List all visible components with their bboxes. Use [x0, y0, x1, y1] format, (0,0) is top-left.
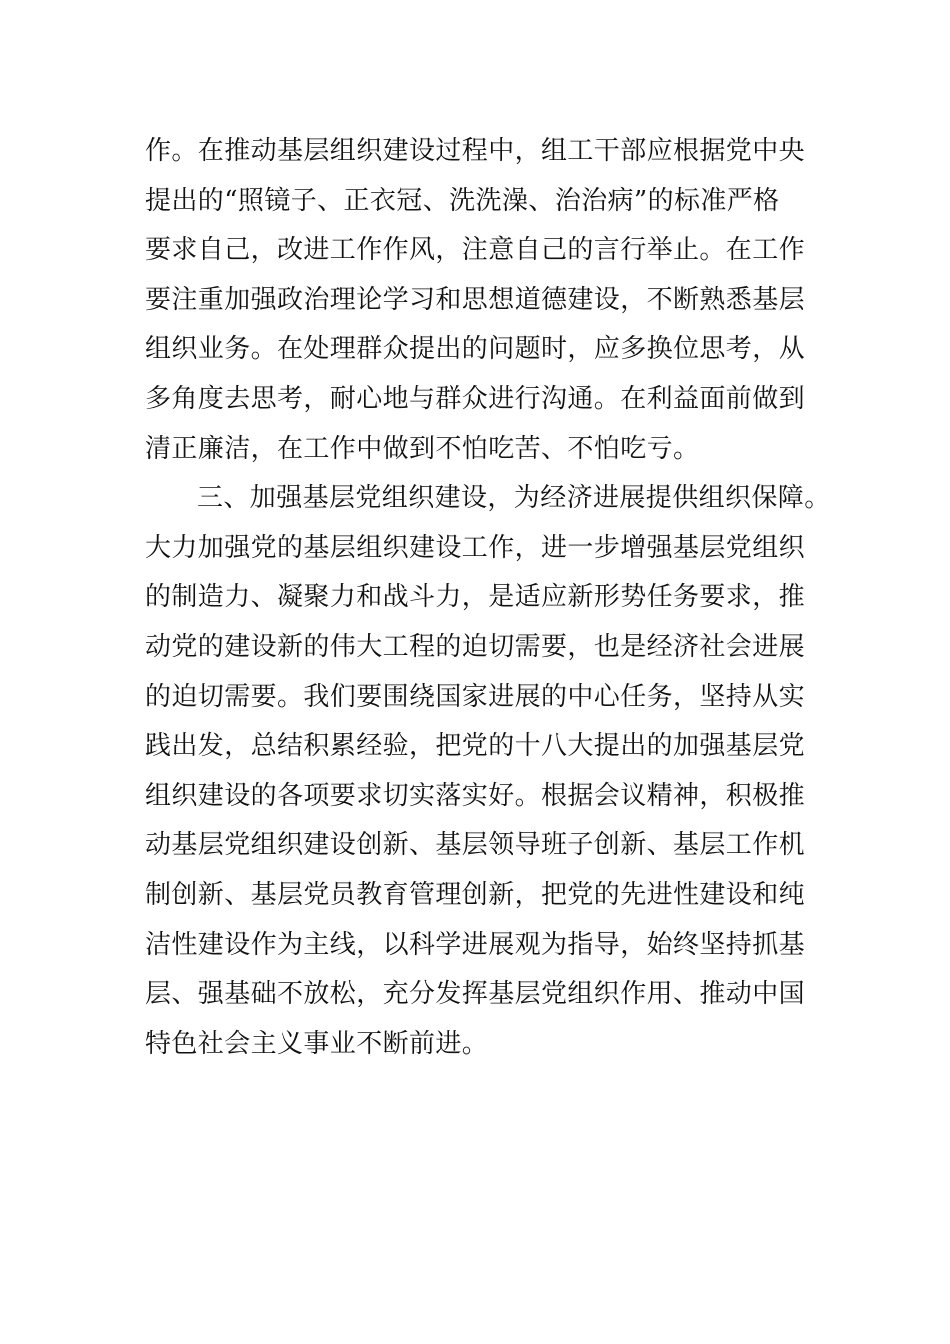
- text-line: 多角度去思考，耐心地与群众进行沟通。在利益面前做到: [145, 383, 806, 414]
- text-line: 要求自己，改进工作作风，注意自己的言行举止。在工作: [145, 235, 806, 266]
- text-line: 践出发，总结积累经验，把党的十八大提出的加强基层党: [145, 731, 806, 762]
- text-line: 动基层党组织建设创新、基层领导班子创新、基层工作机: [145, 830, 806, 861]
- text-line: 制创新、基层党员教育管理创新，把党的先进性建设和纯: [145, 879, 806, 910]
- text-line: 动党的建设新的伟大工程的迫切需要，也是经济社会进展: [145, 631, 806, 662]
- text-line: 的制造力、凝聚力和战斗力，是适应新形势任务要求，推: [145, 582, 806, 613]
- text-line: 清正廉洁，在工作中做到不怕吃苦、不怕吃亏。: [145, 433, 700, 464]
- section-heading-line: 三、加强基层党组织建设，为经济进展提供组织保障。: [197, 483, 831, 514]
- text-line: 的迫切需要。我们要围绕国家进展的中心任务，坚持从实: [145, 681, 806, 712]
- text-line: 作。在推动基层组织建设过程中，组工干部应根据党中央: [145, 136, 806, 166]
- text-line: 组织建设的各项要求切实落实好。根据会议精神，积极推: [145, 780, 806, 811]
- text-line: 提出的“照镜子、正衣冠、洗洗澡、治治病”的标准严格: [145, 185, 780, 216]
- text-line: 洁性建设作为主线，以科学进展观为指导，始终坚持抓基: [145, 929, 806, 960]
- text-line: 特色社会主义事业不断前进。: [145, 1028, 489, 1059]
- text-line: 大力加强党的基层组织建设工作，进一步增强基层党组织: [145, 532, 806, 563]
- text-line: 要注重加强政治理论学习和思想道德建设，不断熟悉基层: [145, 284, 806, 315]
- text-line: 层、强基础不放松，充分发挥基层党组织作用、推动中国: [145, 979, 806, 1010]
- text-line: 组织业务。在处理群众提出的问题时，应多换位思考，从: [145, 334, 806, 365]
- body-text: [145, 127, 831, 1069]
